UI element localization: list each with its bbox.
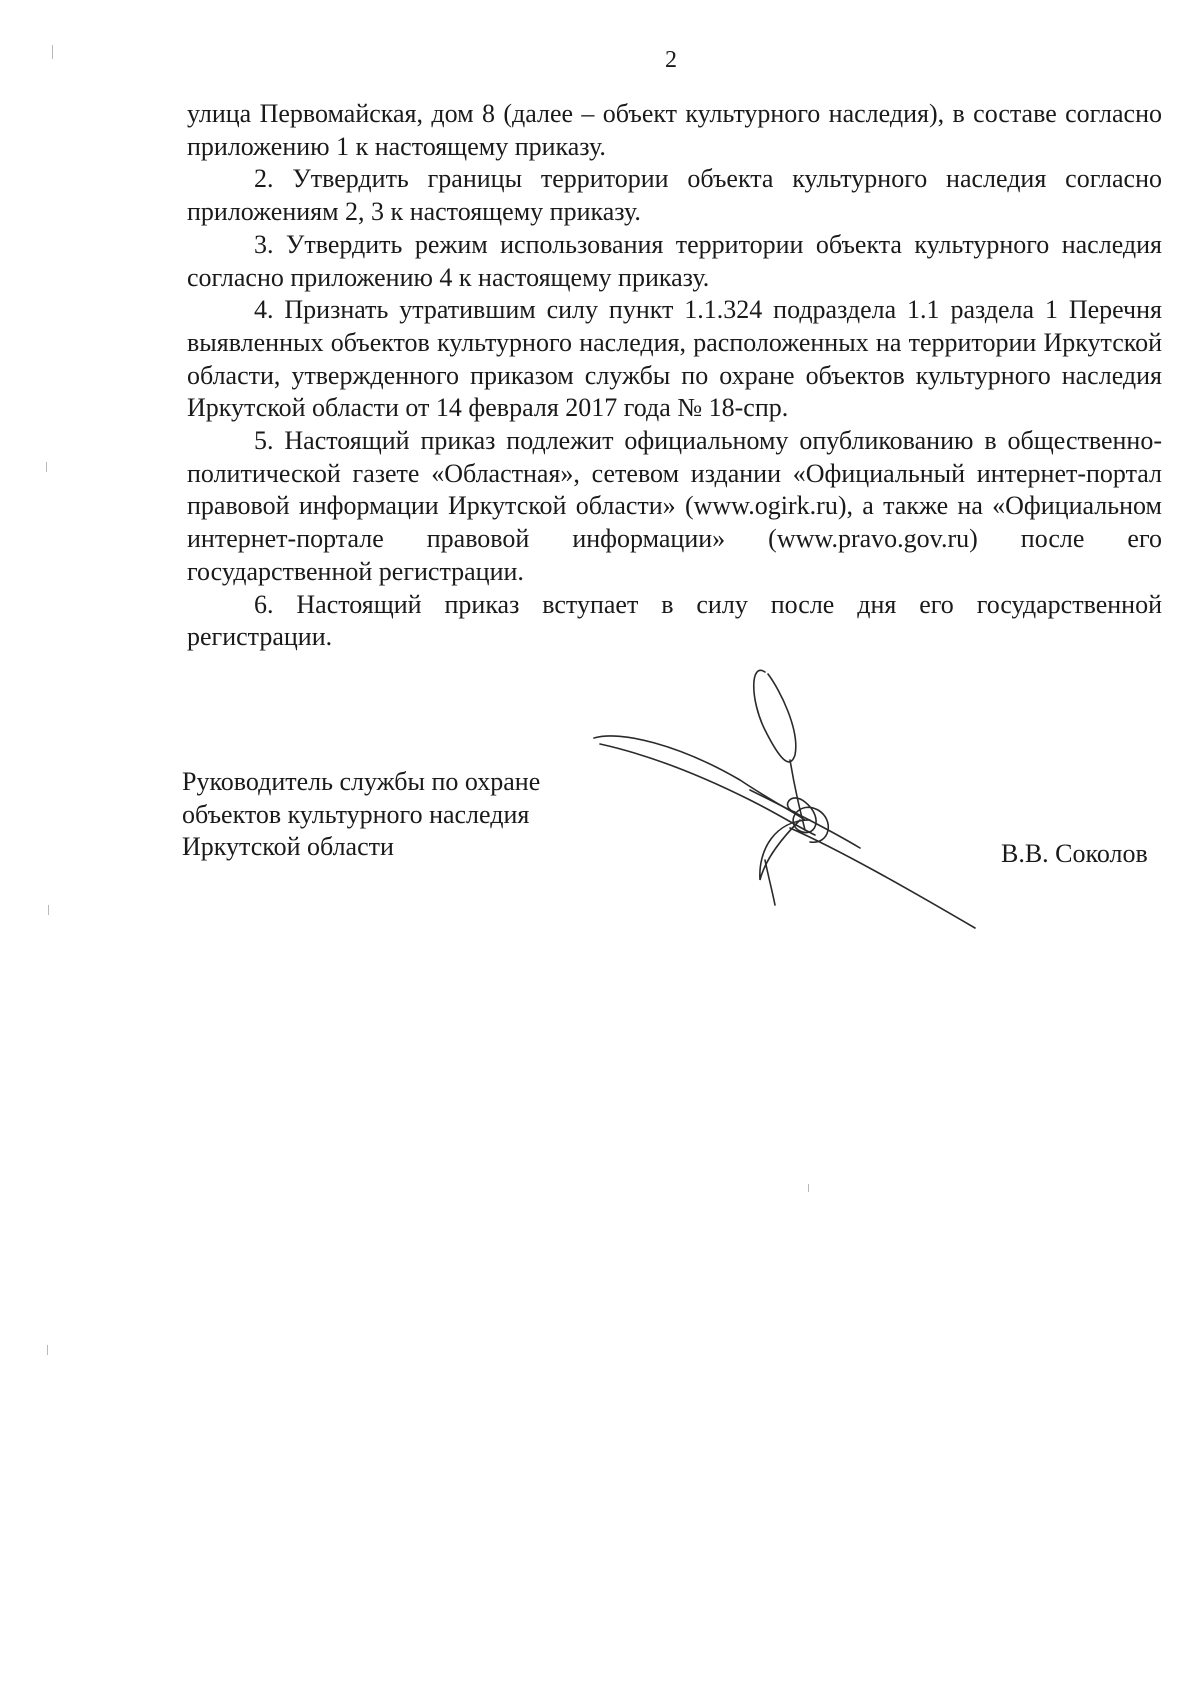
paragraph-item-5: 5. Настоящий приказ подлежит официальному опубликованию в общественно-политической газете «Областная», сетевом издании «Официальный интернет-портал правовой информации Иркутской области» (www.ogirk.ru), а также на «Официальном интернет-портале правовой информации» (www.pravo.gov.ru) после его государственной регистрации. [187,426,1162,586]
signatory-title [182,766,540,864]
paragraph-item-6: 6. Настоящий приказ вступает в силу после дня его государственной регистрации. [187,589,1162,652]
scan-margin-mark [47,1345,48,1355]
signatory-line-2: объектов культурного наследия [182,799,530,829]
signatory-line-3: Иркутской области [182,832,394,862]
scan-margin-mark [46,462,47,472]
signer-name: В.В. Соколов [1001,839,1148,868]
paragraph-item-3: 3. Утвердить режим использования территории объекта культурного наследия согласно приложению 4 к настоящему приказу. [187,229,1162,292]
paragraph-item-4: 4. Признать утратившим силу пункт 1.1.324 подраздела 1.1 раздела 1 Перечня выявленных объектов культурного наследия, расположенных на территории Иркутской области, утвержденного приказом службы по охране объектов культурного наследия Иркутской области от 14 февраля 2017 года № 18-спр. [187,295,1162,423]
handwritten-signature [590,660,990,960]
page-number: 2 [665,47,677,73]
scan-margin-mark [808,1184,809,1192]
paragraph-continuation: улица Первомайская, дом 8 (далее – объект культурного наследия), в составе согласно приложению 1 к настоящему приказу. [187,99,1162,161]
order-body [187,98,1162,654]
paragraph-item-2: 2. Утвердить границы территории объекта культурного наследия согласно приложениям 2, 3 к настоящему приказу. [187,164,1162,227]
signatory-line-1: Руководитель службы по охране [182,767,541,796]
scan-margin-mark [52,45,53,59]
scan-margin-mark [48,905,49,915]
